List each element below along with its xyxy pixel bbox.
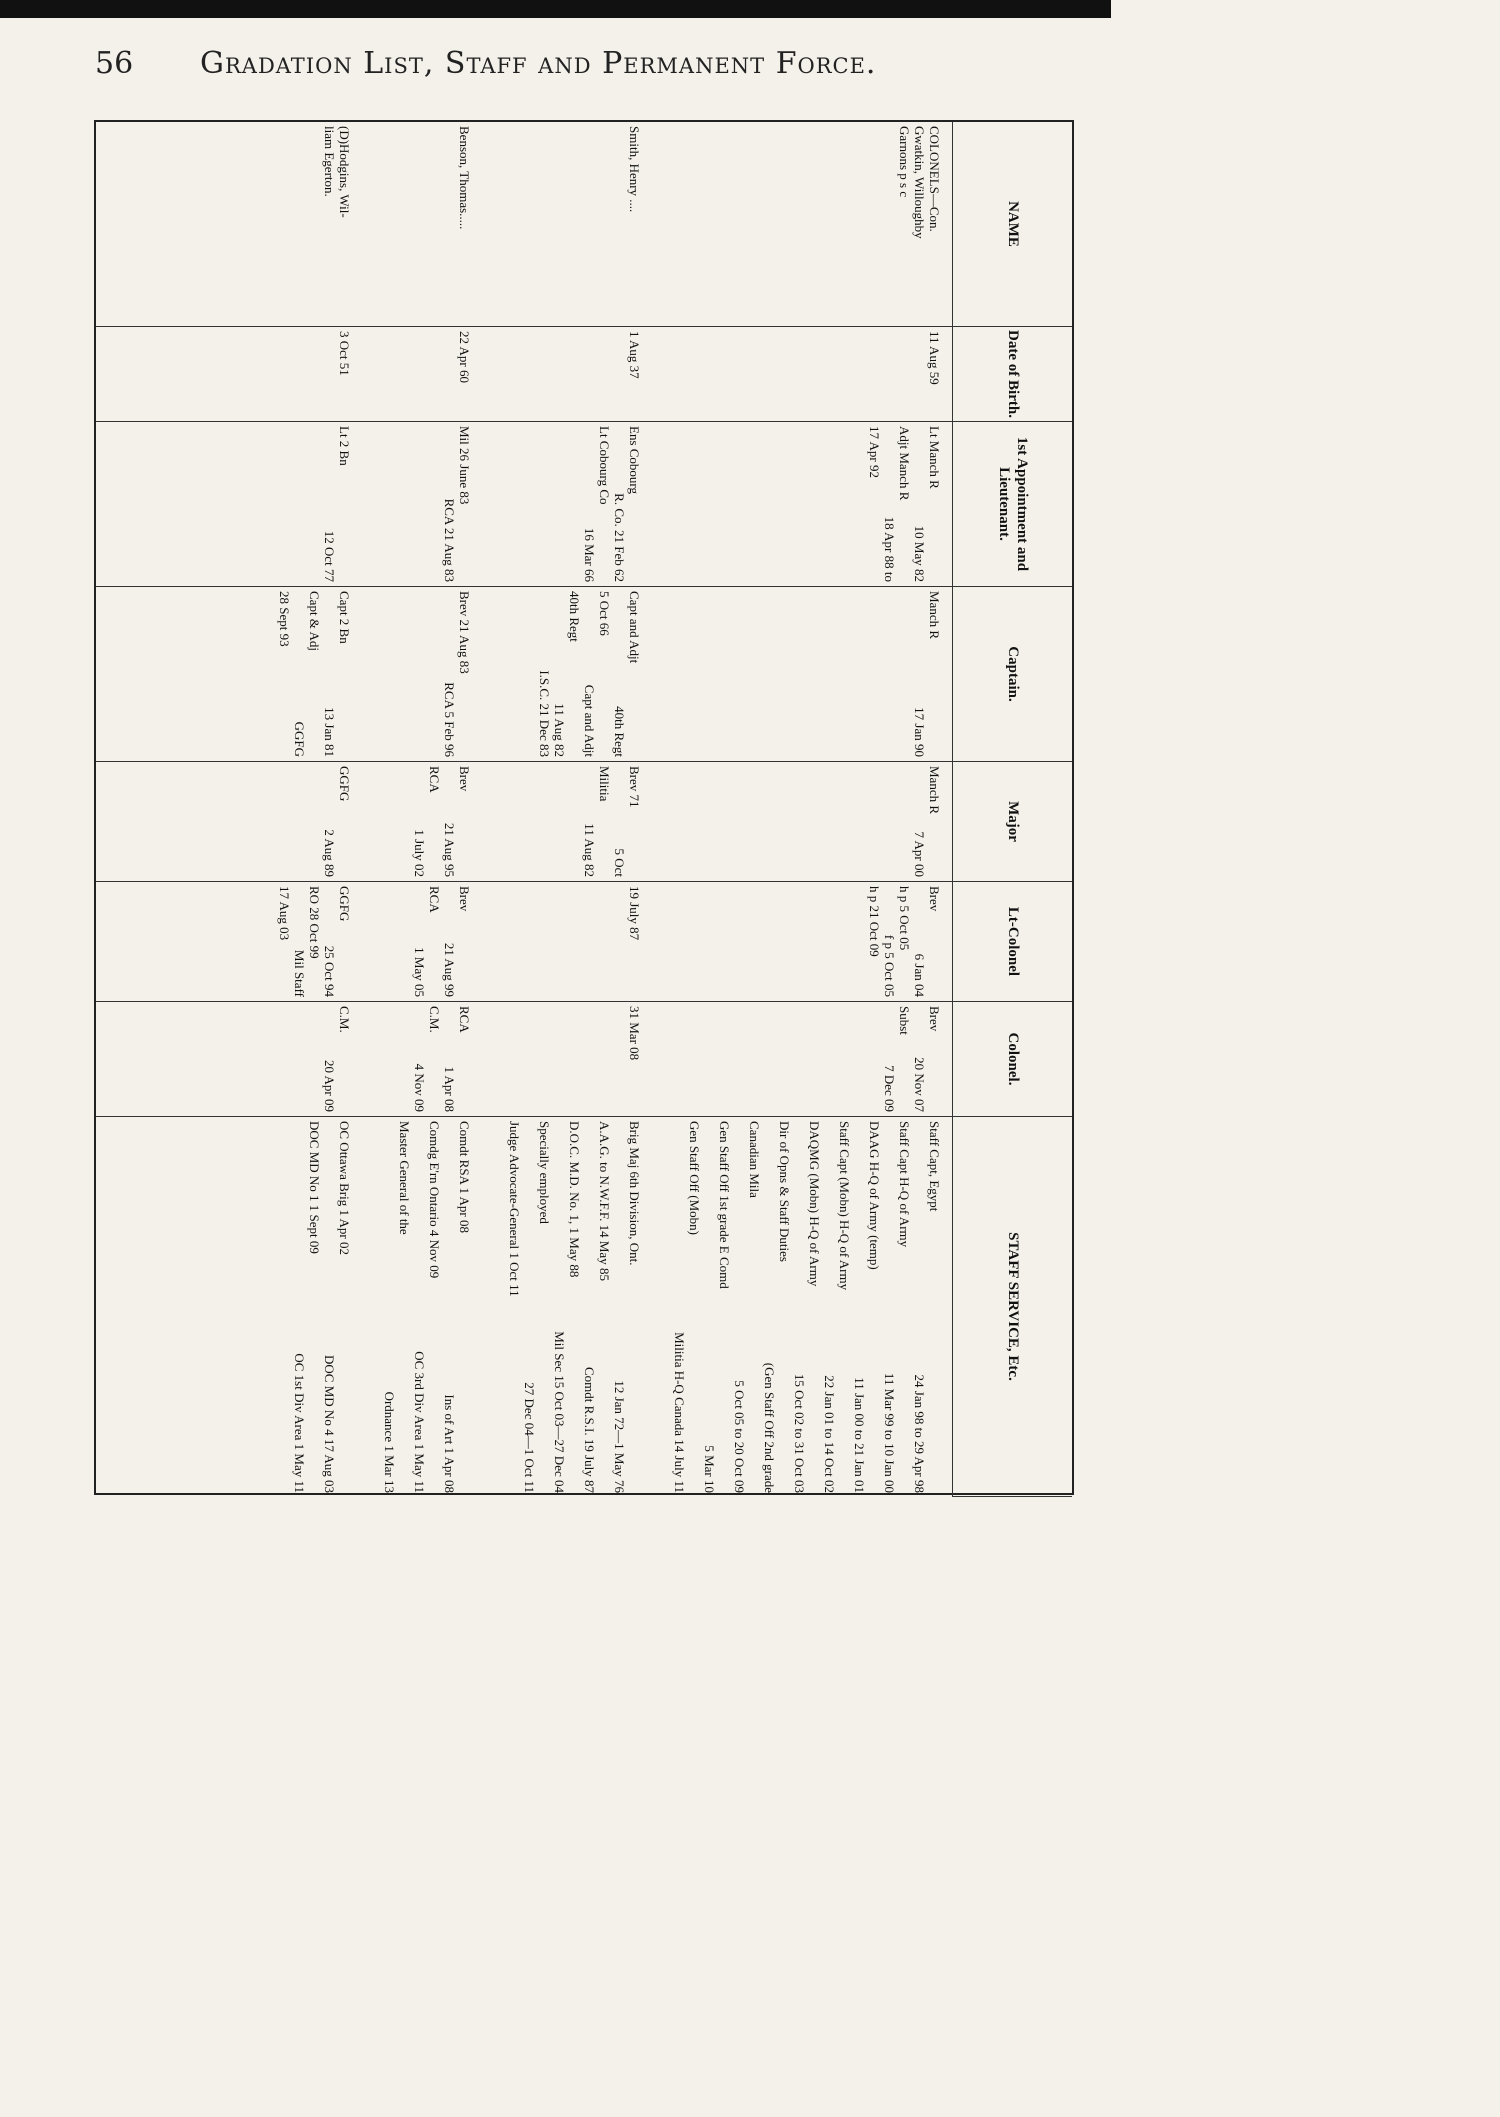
entry-line: C.M. <box>337 1006 352 1033</box>
entry-line: Capt & Adj <box>307 591 322 651</box>
entry-line: Judge Advocate-General 1 Oct 11 <box>507 1121 522 1297</box>
entry-lt_colonel-row-3 <box>277 886 352 997</box>
entry-line: Lt Cobourg Co <box>597 426 612 505</box>
entry-line: 5 Oct 66 <box>597 591 612 636</box>
entry-line: RO 28 Oct 99 <box>307 886 322 959</box>
entry-lieutenant-row-1 <box>582 426 642 582</box>
entry-line: 1 May 05 <box>412 947 427 997</box>
entry-line: 2 Aug 89 <box>322 829 337 877</box>
entry-colonel-row-1 <box>627 1006 642 1112</box>
entry-line: Militia H-Q Canada 14 July 11 <box>672 1332 687 1493</box>
column-name <box>96 122 952 327</box>
entry-line: Staff Capt (Mobn) H-Q of Army <box>837 1121 852 1291</box>
column-first-appointment <box>96 422 952 587</box>
column-colonel <box>96 1002 952 1117</box>
entry-line: 11 Mar 99 to 10 Jan 00 <box>882 1372 897 1493</box>
entry-line: 40th Regt <box>567 591 582 642</box>
entry-lieutenant-row-0 <box>867 426 942 582</box>
entry-line: 15 Oct 02 to 31 Oct 03 <box>792 1373 807 1493</box>
header-lt-colonel: Lt-Colonel <box>952 882 1072 1002</box>
entry-line: 10 May 82 <box>912 525 927 582</box>
entry-birth-row-0 <box>927 331 942 417</box>
entry-line: 1 Aug 37 <box>627 331 642 379</box>
entry-line: Manch R <box>927 591 942 640</box>
entry-line: 20 Nov 07 <box>912 1057 927 1112</box>
entry-birth-row-2 <box>457 331 472 417</box>
entry-lieutenant-row-3 <box>322 426 352 582</box>
entry-line: 28 Sept 93 <box>277 591 292 647</box>
entry-line: f p 5 Oct 05 <box>882 934 897 997</box>
entry-birth-row-3 <box>337 331 352 417</box>
entry-line: 5 Mar 10 <box>702 1445 717 1493</box>
entry-captain-row-2 <box>442 591 472 757</box>
entry-line: RCA <box>427 886 442 913</box>
entry-staff-row-1 <box>507 1121 642 1493</box>
entry-line: 22 Apr 60 <box>457 331 472 383</box>
entry-line: 12 Jan 72—1 May 76 <box>612 1380 627 1493</box>
entry-line: OC 1st Div Area 1 May 11 <box>292 1353 307 1493</box>
entry-line: GGFG <box>337 886 352 922</box>
entry-staff-row-0 <box>672 1121 942 1493</box>
entry-line: Brev <box>927 886 942 912</box>
entry-line: OC 3rd Div Area 1 May 11 <box>412 1351 427 1493</box>
entry-line: DOC MD No 4 17 Aug 03 <box>322 1355 337 1493</box>
entry-line: RCA 21 Aug 83 <box>442 498 457 582</box>
entry-line: 17 Jan 90 <box>912 707 927 757</box>
entry-line: Subst <box>897 1006 912 1035</box>
entry-captain-row-1 <box>537 591 642 757</box>
header-date-of-birth: Date of Birth. <box>952 327 1072 422</box>
column-date-of-birth <box>96 327 952 422</box>
page-number: 56 <box>95 46 134 81</box>
entry-line: (Gen Staff Off 2nd grade <box>762 1362 777 1493</box>
entry-line: Staff Capt, Egypt <box>927 1121 942 1212</box>
entry-line: 12 Oct 77 <box>322 530 337 582</box>
header-staff-service: STAFF SERVICE, Etc. <box>952 1117 1072 1497</box>
entry-name-row-3 <box>322 126 352 322</box>
entry-line: Gen Staff Off (Mobn) <box>687 1121 702 1235</box>
entry-line: GGFG <box>292 721 307 757</box>
entry-line: Mil Sec 15 Oct 03—27 Dec 04 <box>552 1331 567 1493</box>
entry-line: 24 Jan 98 to 29 Apr 98 <box>912 1374 927 1493</box>
entry-line: Gen Staff Off 1st grade E Comd <box>717 1121 732 1289</box>
entry-line: 7 Apr 00 <box>912 831 927 877</box>
entry-line: 6 Jan 04 <box>912 953 927 997</box>
entry-line: Gwatkin, Willoughby <box>912 126 927 239</box>
entry-line: Benson, Thomas..... <box>457 126 472 230</box>
entry-line: RCA 5 Feb 96 <box>442 682 457 757</box>
entry-line: Specially employed <box>537 1121 552 1224</box>
header-captain: Captain. <box>952 587 1072 762</box>
entry-line: Canadian Mila <box>747 1121 762 1198</box>
entry-line: 31 Mar 08 <box>627 1006 642 1061</box>
entry-line: Adjt Manch R <box>897 426 912 501</box>
entry-line: 5 Oct <box>612 848 627 877</box>
scan-top-edge <box>0 0 1111 18</box>
entry-line: DOC MD No 1 1 Sept 09 <box>307 1121 322 1254</box>
entry-line: RCA <box>457 1006 472 1033</box>
entry-line: 7 Dec 09 <box>882 1065 897 1112</box>
entry-lt_colonel-row-1 <box>627 886 642 997</box>
entry-line: Staff Capt H-Q of Army <box>897 1121 912 1248</box>
entry-line: Comdg E'rn Ontario 4 Nov 09 <box>427 1121 442 1279</box>
entry-line: Ens Cobourg <box>627 426 642 495</box>
entry-line: 1 Apr 08 <box>442 1066 457 1112</box>
entry-major-row-1 <box>582 766 642 877</box>
entry-line: COLONELS—Con. <box>927 126 942 232</box>
entry-line: Comdt R.S.I. 19 July 87 <box>582 1366 597 1493</box>
entry-line: 11 Aug 59 <box>927 331 942 385</box>
entry-line: Militia <box>597 766 612 802</box>
entry-line: Brev <box>457 886 472 912</box>
entry-birth-row-1 <box>627 331 642 417</box>
entry-lt_colonel-row-2 <box>412 886 472 997</box>
entry-line: h p 21 Oct 09 <box>867 886 882 957</box>
entry-line: 40th Regt <box>612 706 627 757</box>
entry-line: 13 Jan 81 <box>322 707 337 757</box>
entry-line: h p 5 Oct 05 <box>897 886 912 951</box>
column-captain <box>96 587 952 762</box>
entry-line: Brev <box>457 766 472 792</box>
entry-line: GGFG <box>337 766 352 802</box>
entry-line: 11 Jan 00 to 21 Jan 01 <box>852 1377 867 1493</box>
entry-line: Capt and Adjt <box>582 684 597 757</box>
entry-line: 11 Aug 82 <box>552 703 567 757</box>
entry-line: 5 Oct 05 to 20 Oct 09 <box>732 1380 747 1493</box>
entry-line: Master General of the <box>397 1121 412 1235</box>
entry-line: 20 Apr 09 <box>322 1060 337 1112</box>
entry-line: Lt Manch R <box>927 426 942 489</box>
column-staff-service <box>96 1117 952 1497</box>
entry-line: liam Egerton. <box>322 126 337 197</box>
entry-line: Brev 21 Aug 83 <box>457 591 472 674</box>
entry-line: 4 Nov 09 <box>412 1063 427 1112</box>
entry-line: 25 Oct 94 <box>322 945 337 997</box>
gradation-table <box>94 120 1074 1495</box>
entry-line: Ordnance 1 Mar 13 <box>382 1391 397 1493</box>
entry-colonel-row-2 <box>412 1006 472 1112</box>
entry-line: DAQMG (Mobn) H-Q of Army <box>807 1121 822 1287</box>
entry-name-row-0 <box>897 126 942 322</box>
entry-line: 17 Aug 03 <box>277 886 292 941</box>
entry-line: Mil 26 June 83 <box>457 426 472 505</box>
entry-major-row-2 <box>412 766 472 877</box>
entry-line: DAAG H-Q of Army (temp) <box>867 1121 882 1270</box>
entry-line: Comdt RSA 1 Apr 08 <box>457 1121 472 1233</box>
entry-line: 17 Apr 92 <box>867 426 882 478</box>
entry-colonel-row-3 <box>322 1006 352 1112</box>
entry-line: Capt 2 Bn <box>337 591 352 644</box>
entry-line: Manch R <box>927 766 942 815</box>
entry-line: D.O.C. M.D. No. 1, 1 May 88 <box>567 1121 582 1278</box>
entry-line: R. Co. 21 Feb 62 <box>612 493 627 582</box>
header-colonel: Colonel. <box>952 1002 1072 1117</box>
entry-line: OC Ottawa Brig 1 Apr 02 <box>337 1121 352 1255</box>
entry-lieutenant-row-2 <box>442 426 472 582</box>
entry-line: 21 Aug 99 <box>442 942 457 997</box>
entry-name-row-2 <box>457 126 472 322</box>
entry-line: Garnons p s c <box>897 126 912 198</box>
entry-line: C.M. <box>427 1006 442 1033</box>
entry-line: A.A.G. to N.W.F.F. 14 May 85 <box>597 1121 612 1281</box>
entry-major-row-3 <box>322 766 352 877</box>
header-first-appointment: 1st Appointment and Lieutenant. <box>952 422 1072 587</box>
entry-staff-row-2 <box>382 1121 472 1493</box>
column-major <box>96 762 952 882</box>
entry-line: I.S.C. 21 Dec 83 <box>537 670 552 757</box>
entry-line: 3 Oct 51 <box>337 331 352 376</box>
entry-line: 19 July 87 <box>627 886 642 941</box>
entry-line: Dir of Opns & Staff Duties <box>777 1121 792 1262</box>
entry-line: 27 Dec 04—1 Oct 11 <box>522 1382 537 1493</box>
entry-line: (D)Hodgins, Wil- <box>337 126 352 218</box>
entry-captain-row-3 <box>277 591 352 757</box>
entry-line: Brev <box>927 1006 942 1032</box>
header-name: NAME <box>952 122 1072 327</box>
entry-line: 22 Jan 01 to 14 Oct 02 <box>822 1375 837 1493</box>
page-title: Gradation List, Staff and Permanent Force. <box>200 46 877 81</box>
entry-line: Capt and Adjt <box>627 591 642 664</box>
entry-colonel-row-0 <box>882 1006 942 1112</box>
entry-lt_colonel-row-0 <box>867 886 942 997</box>
entry-line: 18 Apr 88 to <box>882 516 897 582</box>
entry-line: Lt 2 Bn <box>337 426 352 466</box>
entry-staff-row-3 <box>292 1121 352 1493</box>
entry-line: Ins of Art 1 Apr 08 <box>442 1394 457 1493</box>
entry-line: Smith, Henry .... <box>627 126 642 213</box>
header-major: Major <box>952 762 1072 882</box>
entry-line: 11 Aug 82 <box>582 823 597 877</box>
entry-line: Mil Staff <box>292 949 307 997</box>
entry-line: 1 July 02 <box>412 829 427 877</box>
column-lt-colonel <box>96 882 952 1002</box>
entry-name-row-1 <box>627 126 642 322</box>
entry-line: 16 Mar 66 <box>582 527 597 582</box>
entry-line: RCA <box>427 766 442 793</box>
entry-line: Brev 71 <box>627 766 642 808</box>
entry-line: 21 Aug 95 <box>442 822 457 877</box>
gradation-table-wrapper <box>70 120 1050 1495</box>
entry-major-row-0 <box>912 766 942 877</box>
entry-captain-row-0 <box>912 591 942 757</box>
entry-line: Brig Maj 6th Division, Ont. <box>627 1121 642 1266</box>
